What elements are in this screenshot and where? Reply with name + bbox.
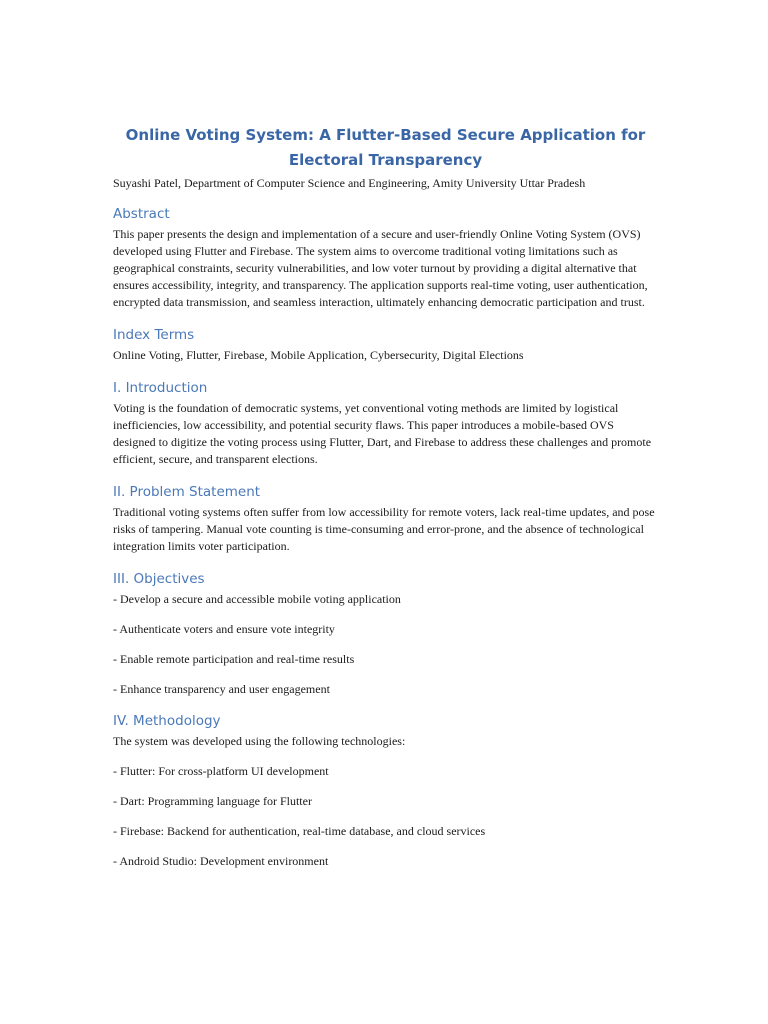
list-item: - Develop a secure and accessible mobile voting application <box>113 592 401 606</box>
abstract-section <box>113 205 658 311</box>
paper-content <box>113 123 658 870</box>
problem-statement-heading: II. Problem Statement <box>113 484 261 500</box>
abstract-text: This paper presents the design and implementation of a secure and user-friendly Online Voting System (OVS) developed using Flutter and Firebase. The system aims to overcome traditional voting limitations such as geographical constraints, security vulnerabilities, and low voter turnout by providing a digital alternative that ensures accessibility, integrity, and transparency. The application supports real-time voting, user authentication, encrypted data transmission, and seamless interaction, ultimately enhancing democratic participation and trust. <box>113 227 648 309</box>
index-terms-text: Online Voting, Flutter, Firebase, Mobile Application, Cybersecurity, Digital Elections <box>113 348 524 362</box>
methodology-section <box>113 712 658 870</box>
objectives-list <box>113 591 658 698</box>
list-item: - Authenticate voters and ensure vote integrity <box>113 622 335 636</box>
objectives-heading: III. Objectives <box>113 571 205 587</box>
problem-statement-section <box>113 483 658 555</box>
index-terms-section <box>113 326 658 364</box>
list-item: - Enable remote participation and real-time results <box>113 652 355 666</box>
introduction-section <box>113 379 658 468</box>
introduction-text: Voting is the foundation of democratic systems, yet conventional voting methods are limited by logistical inefficiencies, low accessibility, and potential security flaws. This paper introduces a mobile-based OVS designed to digitize the voting process using Flutter, Dart, and Firebase to address these challenges and promote efficient, secure, and transparent elections. <box>113 401 652 466</box>
list-item: - Firebase: Backend for authentication, real-time database, and cloud services <box>113 824 486 838</box>
methodology-list <box>113 763 658 870</box>
list-item: - Enhance transparency and user engagement <box>113 682 330 696</box>
list-item: - Android Studio: Development environment <box>113 854 329 868</box>
problem-statement-text: Traditional voting systems often suffer from low accessibility for remote voters, lack real-time updates, and pose risks of tampering. Manual vote counting is time-consuming and error-prone, and the absence of technological integration limits voter participation. <box>113 505 655 553</box>
introduction-heading: I. Introduction <box>113 380 208 396</box>
paper-title: Online Voting System: A Flutter-Based Secure Application for Electoral Transparency <box>125 126 646 169</box>
list-item: - Flutter: For cross-platform UI development <box>113 764 329 778</box>
abstract-heading: Abstract <box>113 206 170 222</box>
paper-authors: Suyashi Patel, Department of Computer Science and Engineering, Amity University Uttar Pradesh <box>113 176 586 190</box>
methodology-intro: The system was developed using the following technologies: <box>113 734 406 748</box>
objectives-section <box>113 570 658 698</box>
index-terms-heading: Index Terms <box>113 327 195 343</box>
list-item: - Dart: Programming language for Flutter <box>113 794 312 808</box>
methodology-heading: IV. Methodology <box>113 713 221 729</box>
